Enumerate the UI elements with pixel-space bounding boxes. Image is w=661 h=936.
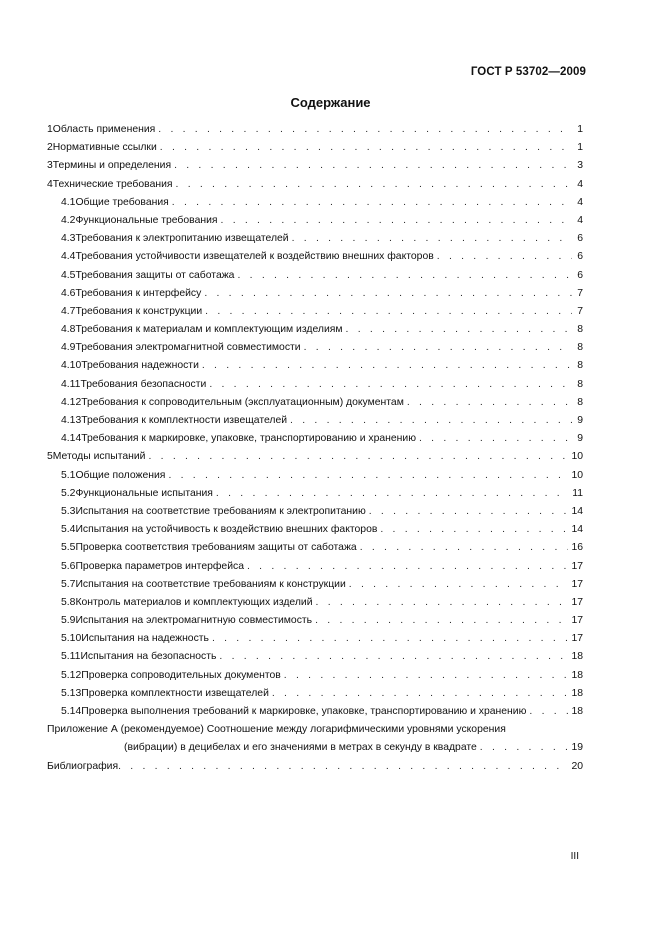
toc-item-text: Проверка параметров интерфейса bbox=[75, 560, 244, 572]
toc-item-text: Функциональные требования bbox=[75, 214, 218, 226]
toc-item-text: Требования к конструкции bbox=[75, 305, 203, 317]
toc-item-text: Требования к комплектности извещателей bbox=[81, 415, 288, 426]
leader-dots bbox=[204, 285, 572, 303]
leader-dots bbox=[205, 303, 572, 321]
toc-item[interactable] bbox=[47, 357, 583, 375]
leader-dots bbox=[202, 357, 572, 375]
toc-page-number: 17 bbox=[571, 596, 583, 608]
toc-item-number: 5.8 bbox=[61, 596, 76, 608]
toc-page-number: 17 bbox=[571, 615, 583, 627]
toc-item-number: 4.2 bbox=[61, 214, 76, 226]
leader-dots bbox=[419, 430, 572, 448]
toc-item[interactable] bbox=[47, 448, 583, 466]
leader-dots bbox=[304, 339, 572, 357]
leader-dots bbox=[272, 685, 569, 703]
toc-item-number: 5.6 bbox=[61, 560, 76, 572]
toc-item[interactable] bbox=[47, 612, 583, 630]
leader-dots bbox=[209, 376, 572, 394]
toc-item[interactable] bbox=[47, 321, 583, 339]
toc-page-number: 1 bbox=[577, 142, 583, 154]
toc-item-number: 4.12 bbox=[61, 396, 82, 408]
document-code: ГОСТ Р 53702—2009 bbox=[470, 66, 586, 78]
leader-dots bbox=[407, 394, 572, 412]
toc-item-number: 4.7 bbox=[61, 305, 76, 317]
leader-dots bbox=[349, 576, 569, 594]
toc-item[interactable] bbox=[47, 576, 583, 594]
toc-page-number: 18 bbox=[571, 687, 583, 699]
toc-item-text: Проверка выполнения требований к маркировке, упаковке, транспортированию и хранению bbox=[81, 706, 527, 717]
toc-item[interactable] bbox=[47, 121, 583, 139]
toc-item-number: 5.2 bbox=[61, 487, 76, 499]
toc-item[interactable] bbox=[47, 630, 583, 648]
toc-page-number: 16 bbox=[571, 542, 583, 554]
leader-dots bbox=[219, 648, 568, 666]
toc-page-number: 8 bbox=[577, 360, 583, 372]
toc-item-number: 4.4 bbox=[61, 251, 76, 263]
leader-dots bbox=[316, 594, 569, 612]
toc-item-text: Область применения bbox=[52, 124, 156, 135]
page-number: III bbox=[570, 851, 579, 862]
leader-dots bbox=[212, 630, 568, 648]
toc-item[interactable] bbox=[47, 430, 583, 448]
toc-item-number: 4.13 bbox=[61, 415, 82, 426]
toc-item[interactable] bbox=[47, 267, 583, 285]
leader-dots bbox=[247, 558, 568, 576]
toc-bibliography[interactable] bbox=[47, 758, 583, 776]
leader-dots bbox=[360, 539, 569, 557]
toc-item-number: 4.11 bbox=[61, 378, 81, 390]
toc-item-text: Требования к электропитанию извещателей bbox=[75, 233, 289, 245]
toc-item-number: 5.7 bbox=[61, 578, 76, 590]
toc-page-number: 17 bbox=[571, 560, 583, 572]
toc-item-text: Методы испытаний bbox=[52, 451, 146, 463]
toc-item-number: 4.5 bbox=[61, 269, 76, 281]
leader-dots bbox=[160, 139, 572, 157]
toc-item-text: Нормативные ссылки bbox=[52, 142, 157, 154]
toc-item-number: 5.5 bbox=[61, 542, 76, 554]
toc-item[interactable] bbox=[47, 248, 583, 266]
toc-item[interactable] bbox=[47, 194, 583, 212]
toc-item-text: Испытания на безопасность bbox=[80, 651, 217, 663]
toc-item-text: Испытания на устойчивость к воздействию внешних факторов bbox=[75, 524, 378, 536]
toc-item[interactable] bbox=[47, 139, 583, 157]
toc-item-number: 4.8 bbox=[61, 324, 76, 336]
leader-dots bbox=[292, 230, 572, 248]
page-title: Содержание bbox=[290, 95, 371, 110]
toc-page-number: 6 bbox=[577, 233, 583, 245]
leader-dots bbox=[380, 521, 568, 539]
toc-item-text: Контроль материалов и комплектующих изделий bbox=[75, 596, 313, 608]
toc-item[interactable] bbox=[47, 303, 583, 321]
toc-item-number: 1 bbox=[47, 124, 53, 135]
toc-item-number: 5.9 bbox=[61, 615, 76, 627]
toc-item-text: Требования защиты от саботажа bbox=[75, 269, 235, 281]
toc-item-text: Общие требования bbox=[75, 196, 169, 208]
toc-item[interactable] bbox=[47, 503, 583, 521]
toc-item-text: Технические требования bbox=[52, 178, 173, 190]
leader-dots bbox=[284, 667, 569, 685]
leader-dots bbox=[221, 212, 572, 230]
toc-page-number: 4 bbox=[577, 178, 583, 190]
toc-appendix-line1[interactable] bbox=[47, 721, 583, 739]
toc-page-number: 18 bbox=[571, 669, 583, 681]
leader-dots bbox=[168, 467, 568, 485]
toc-page-number: 11 bbox=[572, 487, 583, 499]
toc-item[interactable] bbox=[47, 176, 583, 194]
table-of-contents bbox=[47, 121, 583, 776]
toc-item[interactable] bbox=[47, 412, 583, 430]
toc-item-text: Требования безопасности bbox=[80, 378, 207, 390]
toc-item[interactable] bbox=[47, 703, 583, 721]
toc-page-number: 14 bbox=[571, 505, 583, 517]
toc-item[interactable] bbox=[47, 558, 583, 576]
toc-item[interactable] bbox=[47, 539, 583, 557]
toc-item-number: 4 bbox=[47, 178, 53, 190]
toc-item-number: 5.11 bbox=[61, 651, 81, 663]
toc-item-text: Испытания на соответствие требованиям к электропитанию bbox=[75, 505, 366, 517]
toc-item-text: Требования устойчивости извещателей к воздействию внешних факторов bbox=[75, 251, 434, 263]
toc-item-text: Требования к маркировке, упаковке, транспортированию и хранению bbox=[81, 433, 416, 445]
toc-item[interactable] bbox=[47, 594, 583, 612]
toc-page-number: 7 bbox=[577, 287, 583, 299]
leader-dots bbox=[480, 739, 569, 757]
leader-dots bbox=[346, 321, 572, 339]
toc-page-number: 4 bbox=[577, 196, 583, 208]
leader-dots bbox=[216, 485, 569, 503]
toc-page-number: 4 bbox=[577, 214, 583, 226]
toc-item-text: Требования к материалам и комплектующим изделиям bbox=[75, 324, 343, 336]
toc-item-text: Требования к сопроводительным (эксплуатационным) документам bbox=[81, 396, 404, 408]
toc-item-text: Требования к интерфейсу bbox=[75, 287, 202, 299]
leader-dots bbox=[237, 267, 572, 285]
toc-item-text: Требования надежности bbox=[81, 360, 199, 372]
toc-item-text: Испытания на надежность bbox=[81, 633, 209, 645]
toc-appendix-title: Приложение А (рекомендуемое) Соотношение между логарифмическими уровнями ускорения bbox=[47, 724, 506, 736]
leader-dots bbox=[148, 448, 568, 466]
toc-item-text: Библиография bbox=[47, 760, 119, 772]
leader-dots bbox=[529, 703, 568, 721]
leader-dots bbox=[176, 176, 572, 194]
toc-item-text: Испытания на электромагнитную совместимость bbox=[75, 615, 313, 627]
toc-page-number: 9 bbox=[577, 433, 583, 445]
toc-item-number: 2 bbox=[47, 142, 53, 154]
toc-item-number: 4.14 bbox=[61, 433, 82, 445]
toc-item-number: 4.10 bbox=[61, 360, 82, 372]
toc-item[interactable] bbox=[47, 485, 583, 503]
toc-page-number: 9 bbox=[577, 415, 583, 426]
toc-page-number: 8 bbox=[577, 396, 583, 408]
leader-dots bbox=[174, 157, 572, 175]
toc-page-number: 8 bbox=[577, 378, 583, 390]
toc-item-number: 4.3 bbox=[61, 233, 76, 245]
toc-page-number: 14 bbox=[571, 524, 583, 536]
toc-page-number: 8 bbox=[577, 324, 583, 336]
toc-item-number: 5.4 bbox=[61, 524, 76, 536]
toc-item-text: Общие положения bbox=[75, 469, 166, 481]
toc-page-number: 6 bbox=[577, 251, 583, 263]
toc-item-number: 5.14 bbox=[61, 706, 82, 717]
leader-dots bbox=[290, 412, 572, 430]
toc-item[interactable] bbox=[47, 157, 583, 175]
toc-item-number: 5.13 bbox=[61, 687, 82, 699]
toc-item-text: Требования электромагнитной совместимости bbox=[75, 342, 301, 354]
toc-page-number: 10 bbox=[571, 469, 583, 481]
toc-item[interactable] bbox=[47, 230, 583, 248]
leader-dots bbox=[437, 248, 572, 266]
toc-item[interactable] bbox=[47, 212, 583, 230]
toc-item-text: Проверка соответствия требованиям защиты от саботажа bbox=[75, 542, 357, 554]
toc-item-text: Функциональные испытания bbox=[75, 487, 213, 499]
toc-item-number: 5.10 bbox=[61, 633, 82, 645]
toc-page-number: 17 bbox=[571, 578, 583, 590]
toc-item[interactable] bbox=[47, 339, 583, 357]
toc-item-number: 4.6 bbox=[61, 287, 76, 299]
toc-page-number: 10 bbox=[571, 451, 583, 463]
toc-page-number: 18 bbox=[571, 706, 583, 717]
toc-item-number: 4.1 bbox=[61, 196, 76, 208]
toc-item[interactable] bbox=[47, 467, 583, 485]
leader-dots bbox=[158, 121, 572, 139]
toc-item[interactable] bbox=[47, 521, 583, 539]
toc-item-number: 5.3 bbox=[61, 505, 76, 517]
leader-dots bbox=[118, 758, 568, 776]
toc-appendix-subtitle: (вибрации) в децибелах и его значениями в метрах в секунду в квадрате bbox=[124, 742, 477, 754]
toc-item-number: 5.1 bbox=[61, 469, 76, 481]
toc-item[interactable] bbox=[47, 648, 583, 666]
toc-page-number: 18 bbox=[571, 651, 583, 663]
toc-item-text: Проверка комплектности извещателей bbox=[81, 687, 269, 699]
toc-item-text: Термины и определения bbox=[52, 160, 172, 172]
toc-appendix-line2[interactable] bbox=[47, 739, 583, 757]
toc-item-number: 5.12 bbox=[61, 669, 82, 681]
leader-dots bbox=[172, 194, 572, 212]
toc-item[interactable] bbox=[47, 667, 583, 685]
toc-item-number: 5 bbox=[47, 451, 53, 463]
toc-page-number: 17 bbox=[571, 633, 583, 645]
toc-page-number: 1 bbox=[577, 124, 583, 135]
toc-page-number: 19 bbox=[571, 742, 583, 754]
toc-item-text: Проверка сопроводительных документов bbox=[81, 669, 281, 681]
toc-item-number: 3 bbox=[47, 160, 53, 172]
toc-item-text: Испытания на соответствие требованиям к конструкции bbox=[75, 578, 346, 590]
toc-page-number: 20 bbox=[571, 760, 583, 772]
toc-item-number: 4.9 bbox=[61, 342, 76, 354]
toc-page-number: 7 bbox=[577, 305, 583, 317]
toc-page-number: 8 bbox=[577, 342, 583, 354]
leader-dots bbox=[315, 612, 568, 630]
toc-item[interactable] bbox=[47, 285, 583, 303]
toc-page-number: 6 bbox=[577, 269, 583, 281]
toc-item[interactable] bbox=[47, 685, 583, 703]
leader-dots bbox=[369, 503, 569, 521]
toc-item[interactable] bbox=[47, 394, 583, 412]
toc-item[interactable] bbox=[47, 376, 583, 394]
toc-page-number: 3 bbox=[577, 160, 583, 172]
